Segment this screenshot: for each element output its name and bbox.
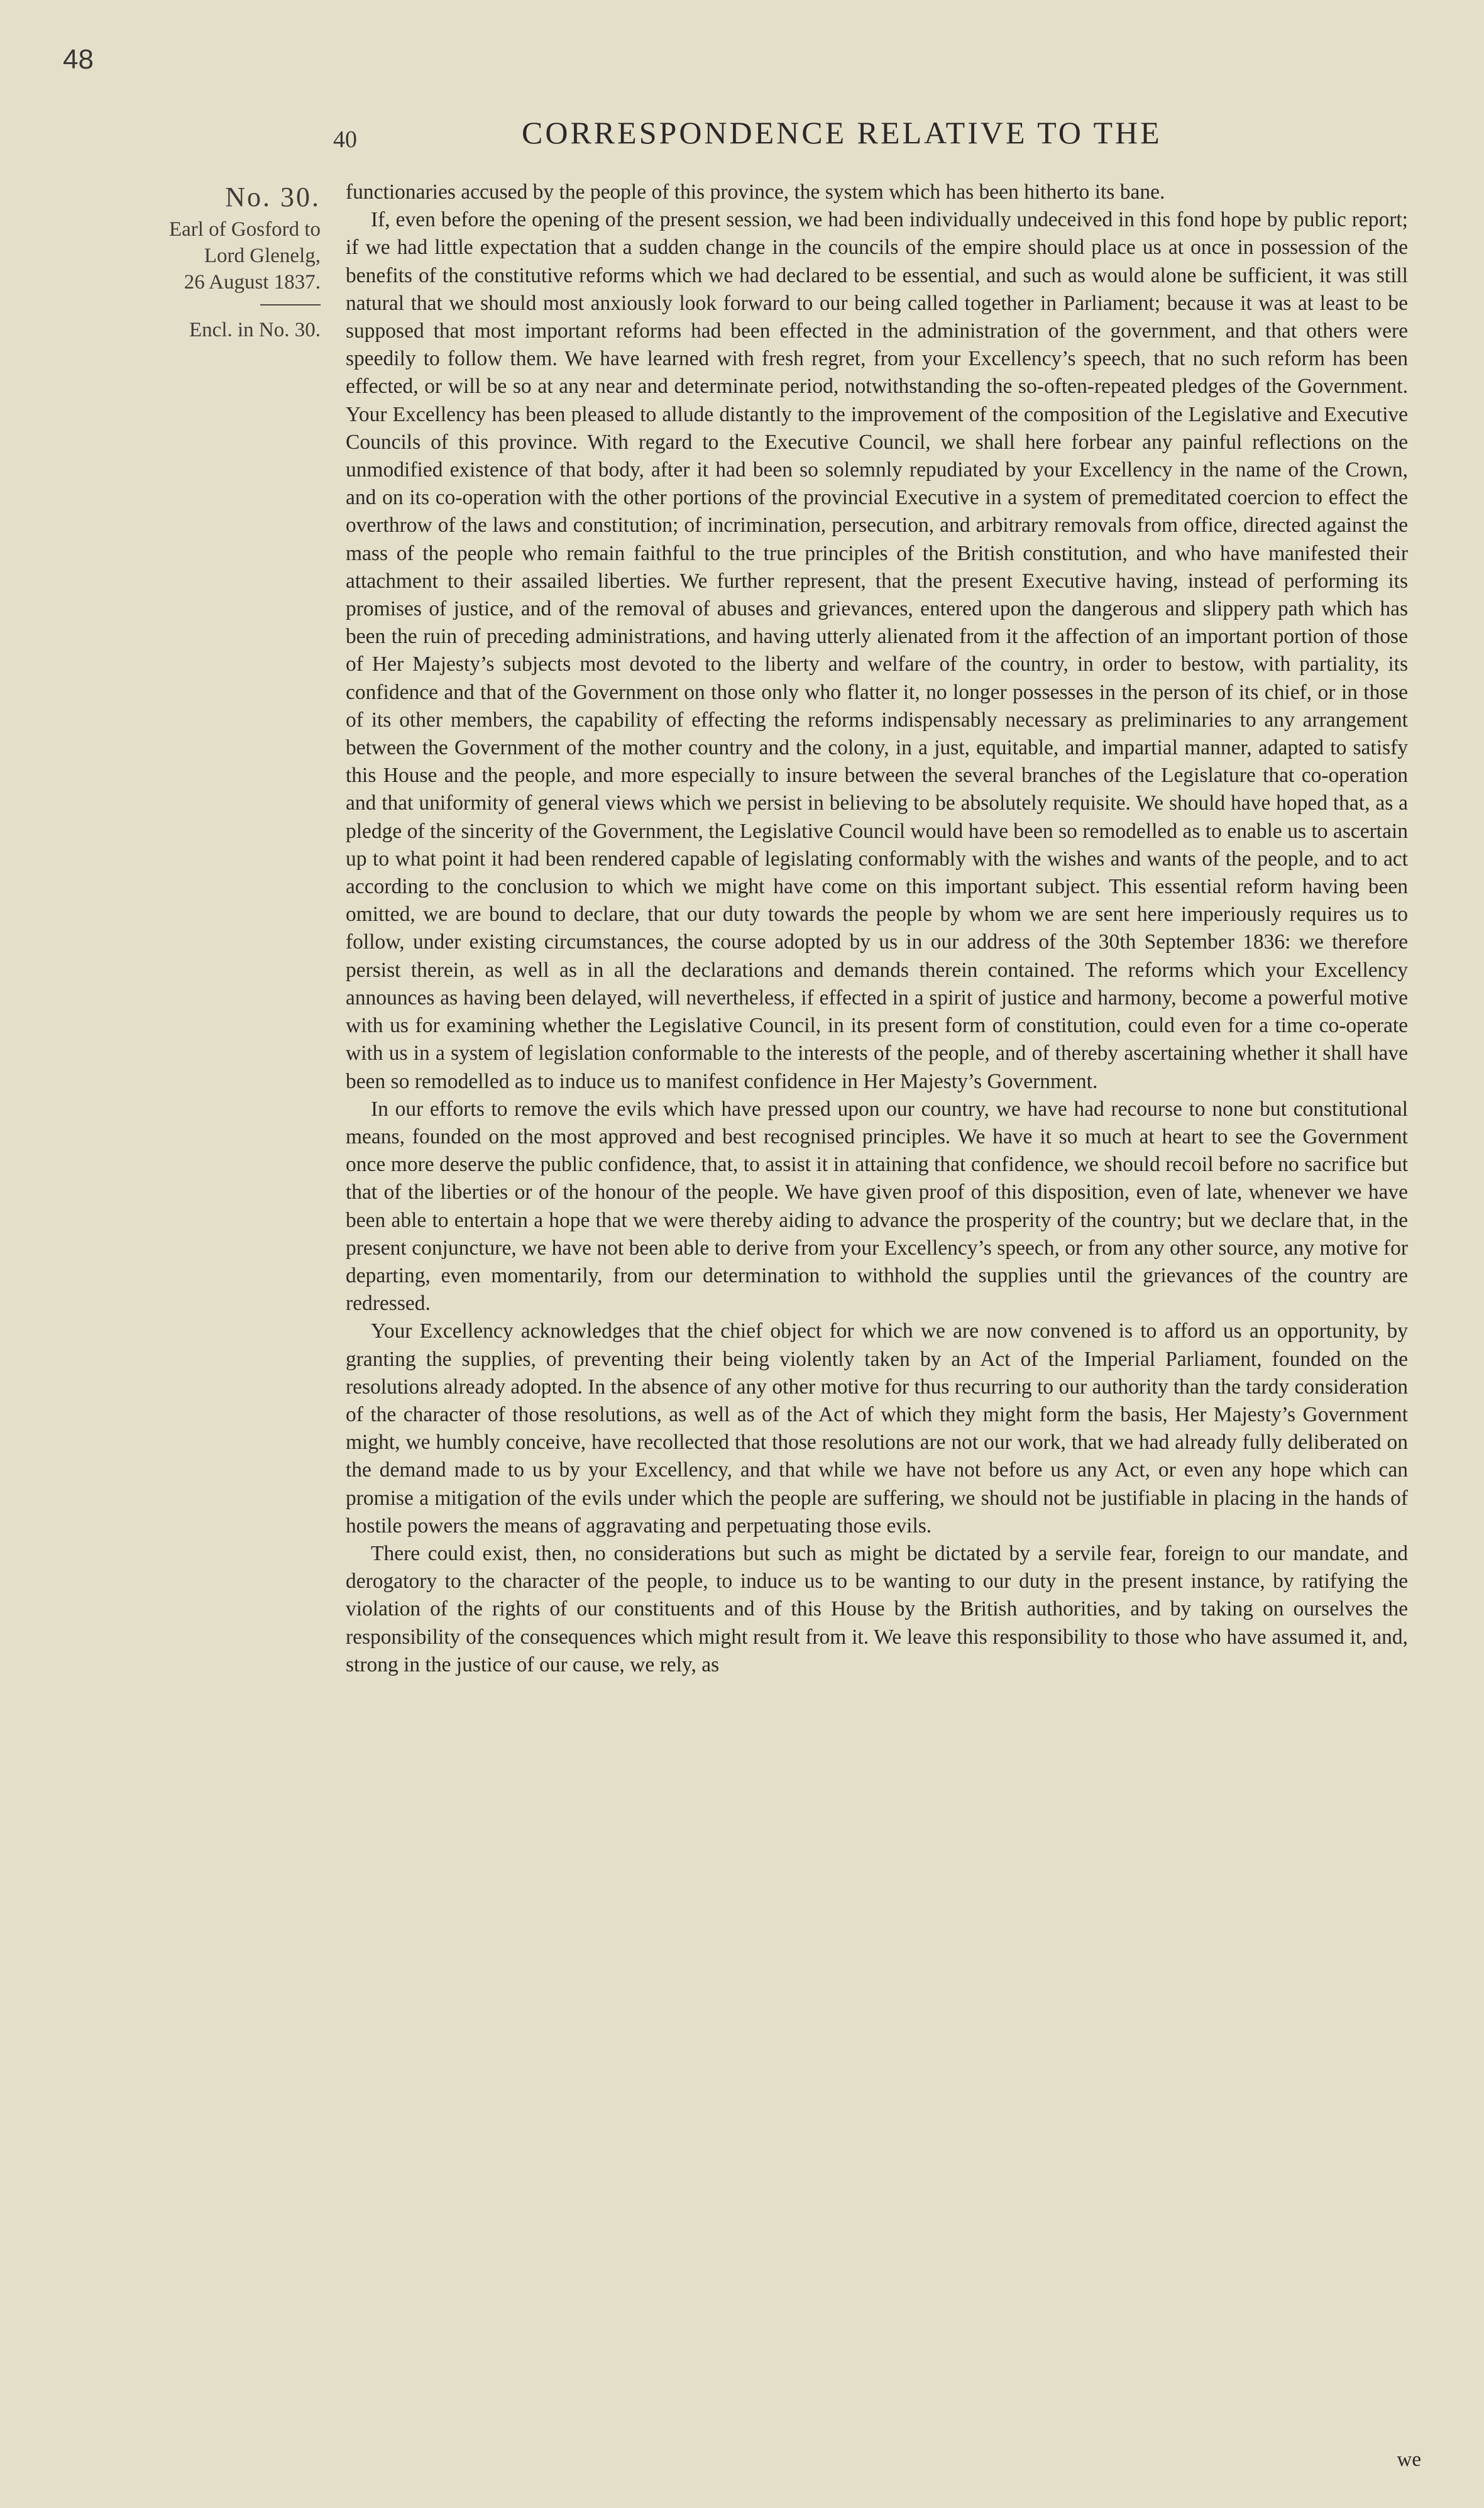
folio-number: 40 [333, 126, 357, 153]
running-head-title: CORRESPONDENCE RELATIVE TO THE [522, 115, 1162, 150]
catchword: we [1397, 2448, 1421, 2471]
paragraph: If, even before the opening of the present session, we had been individually undeceived in this fond hope by public report; if we had little expectation that a sudden change in the councils of the empire should place us at once in possession of the benefits of the constitutive reforms which we had declared to be essential, and such as would alone be sufficient, it was still natural that we should most anxiously look forward to our being called together in Parliament; because it was at least to be supposed that most important reforms had been effected in the administration of the government, and that others were speedily to follow them. We have learned with fresh regret, from your Excellency’s speech, that no such reform has been effected, or will be so at any near and determinate period, notwithstanding the so-often-repeated pledges of the Government. Your Excellency has been pleased to allude distantly to the improvement of the composition of the Legislative and Executive Councils of this province. With regard to the Executive Council, we shall here forbear any painful reflections on the unmodified existence of that body, after it had been so solemnly repudiated by your Excellency in the name of the Crown, and on its co-operation with the other portions of the provincial Executive in a system of premeditated coercion to effect the overthrow of the laws and constitution; of incrimination, persecution, and arbitrary removals from office, directed against the mass of the people who remain faithful to the true principles of the British constitution, and who have manifested their attachment to their assailed liberties. We further represent, that the present Executive having, instead of performing its promises of justice, and of the removal of abuses and grievances, entered upon the dangerous and slippery path which has been the ruin of preceding administrations, and having utterly alienated from it the affection of an important portion of those of Her Majesty’s subjects most devoted to the liberty and welfare of the country, in order to bestow, with partiality, its confidence and that of the Government on those only who flatter it, no longer possesses in the person of its chief, or in those of its other members, the capability of effecting the reforms indispensably necessary as preliminaries to any arrangement between the Government of the mother country and the colony, in a just, equitable, and impartial manner, adapted to satisfy this House and the people, and more especially to insure between the several branches of the Legislature that co-operation and that uniformity of general views which we persist in believing to be absolutely requisite. We should have hoped that, as a pledge of the sincerity of the Government, the Legislative Council would have been so remodelled as to enable us to ascertain up to what point it had been rendered capable of legislating conformably with the wishes and wants of the people, and to act according to the conclusion to which we might have come on this important subject. This essential reform having been omitted, we are bound to declare, that our duty towards the people by whom we are sent here imperiously requires us to follow, under existing circumstances, the course adopted by us in our address of the 30th September 1836: we therefore persist therein, as well as in all the declarations and demands therein contained. The reforms which your Excellency announces as having been delayed, will nevertheless, if effected in a spirit of justice and harmony, become a powerful motive with us for examining whether the Legislative Council, in its present form of constitution, could even for a time co-operate with us in a system of legislation conformable to the interests of the people, and of thereby ascertaining whether it shall have been so remodelled as to induce us to manifest confidence in Her Majesty’s Government. [346, 208, 1408, 1093]
paragraph: In our efforts to remove the evils which have pressed upon our country, we have had recourse to none but constitutional means, founded on the most approved and best recognised principles. We have it so much at heart to see the Government once more deserve the public confidence, that, to assist it in attaining that confidence, we should recoil before no sacrifice but that of the liberties or of the honour of the people. We have given proof of this disposition, even of late, whenever we have been able to entertain a hope that we were thereby aiding to advance the prosperity of the country; but we declare that, in the present conjuncture, we have not been able to derive from your Excellency’s speech, or from any other source, any motive for departing, even momentarily, from our determination to withhold the supplies until the grievances of the country are redressed. [346, 1097, 1408, 1316]
margin-note [107, 182, 321, 343]
body-text [346, 179, 1408, 2454]
margin-note-line: 26 August 1837. [184, 271, 321, 294]
margin-divider [260, 304, 321, 305]
document-number: No. 30. [225, 182, 321, 212]
paragraph: Your Excellency acknowledges that the chief object for which we are now convened is to afford us an opportunity, by granting the supplies, of preventing their being violently taken by an Act of the Imperial Parliament, founded on the resolutions already adopted. In the absence of any other motive for thus recurring to our authority than the tardy consideration of the character of those resolutions, as well as of the Act of which they might form the basis, Her Majesty’s Government might, we humbly conceive, have recollected that those resolutions are not our work, that we had already fully deliberated on the demand made to us by your Excellency, and that while we have not before us any Act, or even any hope which can promise a mitigation of the evils under which the people are suffering, we should not be justifiable in placing in the hands of hostile powers the means of aggravating and perpetuating those evils. [346, 1319, 1408, 1537]
paragraph: functionaries accused by the people of this province, the system which has been hitherto its bane. [346, 180, 1165, 204]
scan-page-number: 48 [63, 44, 94, 75]
paragraph: There could exist, then, no considerations but such as might be dictated by a servile fear, foreign to our mandate, and derogatory to the character of the people, to induce us to be wanting to our duty in the present instance, by ratifying the violation of the rights of our constituents and of this House by the British authorities, and by taking on ourselves the responsibility of the consequences which might result from it. We leave this responsibility to those who have assumed it, and, strong in the justice of our cause, we rely, as [346, 1541, 1408, 1676]
margin-note-line: Earl of Gosford to [168, 218, 321, 241]
margin-note-line: Lord Glenelg, [204, 245, 321, 268]
enclosure-reference: Encl. in No. 30. [189, 319, 321, 342]
running-head [333, 114, 1414, 158]
